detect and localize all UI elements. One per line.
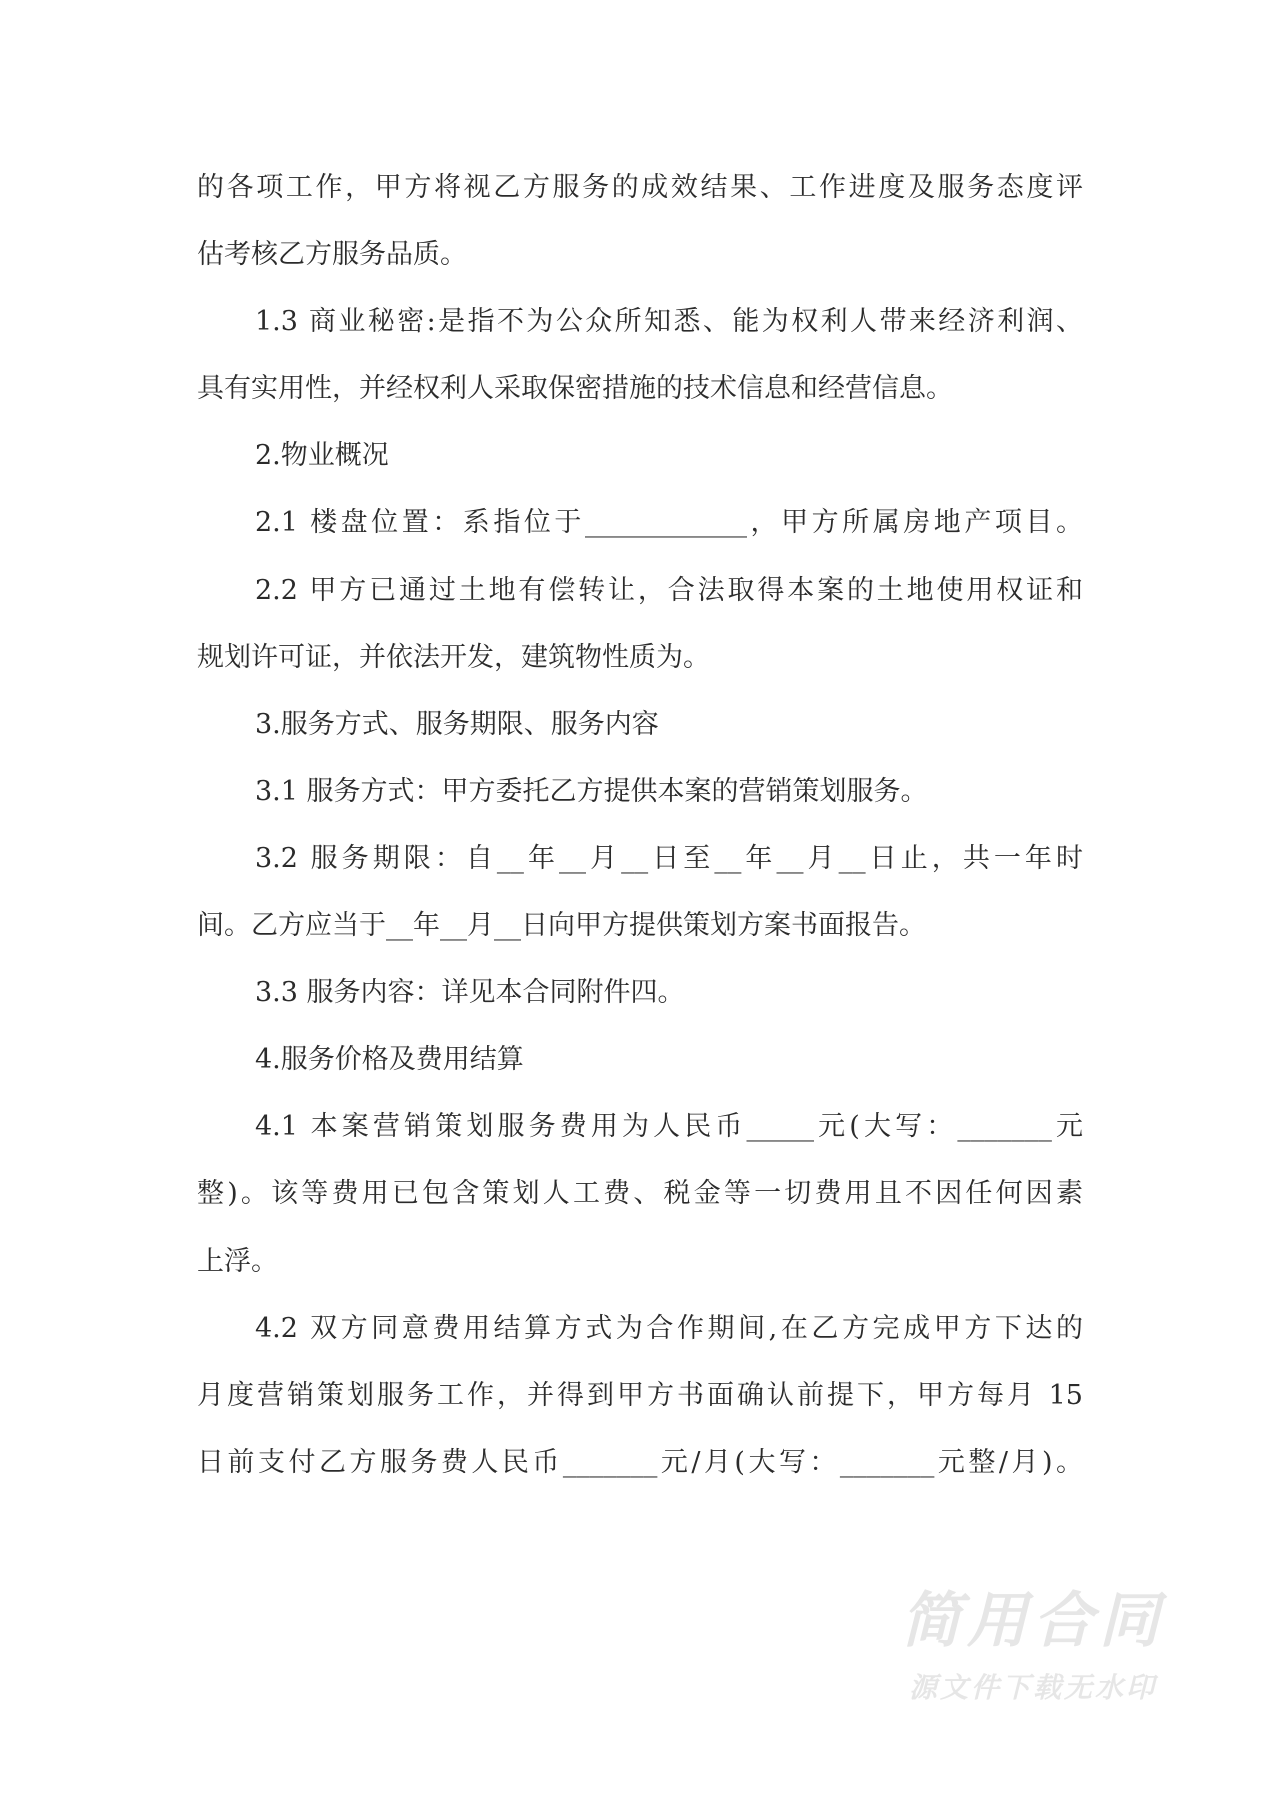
clause-2-1: 2.1 楼盘位置：系指位于____________，甲方所属房地产项目。 xyxy=(255,507,1083,539)
text-line: 上浮。 xyxy=(197,1245,278,1277)
watermark xyxy=(885,1586,1181,1706)
text-line: 间。乙方应当于__年__月__日向甲方提供策划方案书面报告。 xyxy=(197,910,926,942)
text-line: 日前支付乙方服务费人民币_______元/月(大写：_______元整/月)。 xyxy=(197,1446,1083,1478)
watermark-subtitle: 源文件下载无水印 xyxy=(908,1671,1157,1704)
watermark-title: 简用合同 xyxy=(901,1586,1165,1656)
text-line: 整)。该等费用已包含策划人工费、税金等一切费用且不因任何因素 xyxy=(197,1178,1083,1210)
section-heading-4: 4.服务价格及费用结算 xyxy=(255,1044,524,1076)
clause-3-1: 3.1 服务方式：甲方委托乙方提供本案的营销策划服务。 xyxy=(255,775,928,807)
document-body xyxy=(197,154,1083,1496)
section-heading-3: 3.服务方式、服务期限、服务内容 xyxy=(255,708,659,740)
clause-4-2: 4.2 双方同意费用结算方式为合作期间,在乙方完成甲方下达的 xyxy=(255,1312,1083,1344)
text-line: 具有实用性，并经权利人采取保密措施的技术信息和经营信息。 xyxy=(197,373,953,405)
text-line: 规划许可证，并依法开发，建筑物性质为。 xyxy=(197,641,710,673)
clause-1-3: 1.3 商业秘密:是指不为公众所知悉、能为权利人带来经济利润、 xyxy=(255,306,1083,338)
clause-2-2: 2.2 甲方已通过土地有偿转让，合法取得本案的土地使用权证和 xyxy=(255,574,1083,606)
section-heading-2: 2.物业概况 xyxy=(255,440,389,472)
clause-3-2: 3.2 服务期限：自__年__月__日至__年__月__日止，共一年时 xyxy=(255,842,1083,874)
clause-3-3: 3.3 服务内容：详见本合同附件四。 xyxy=(255,977,685,1009)
text-line: 的各项工作，甲方将视乙方服务的成效结果、工作进度及服务态度评 xyxy=(197,172,1083,203)
text-line: 估考核乙方服务品质。 xyxy=(197,239,467,271)
clause-4-1: 4.1 本案营销策划服务费用为人民币_____元(大写：_______元 xyxy=(255,1111,1083,1143)
text-line: 月度营销策划服务工作，并得到甲方书面确认前提下，甲方每月 15 xyxy=(197,1379,1083,1411)
